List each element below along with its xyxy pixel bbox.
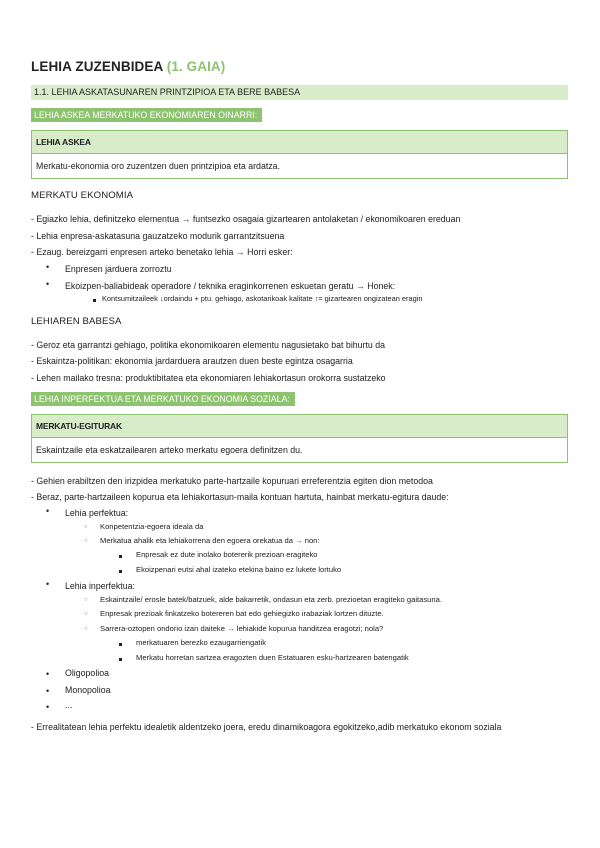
bullet-dot: • (46, 279, 50, 289)
sub-sub-bullet-item: Merkatu horretan sartzea eragozten duen Estatuaren esku-hartzearen batengatik (136, 653, 409, 662)
text-line: - Geroz eta garrantzi gehiago, politika ekonomikoaren elementu nagusietako bat bihurtu da (31, 340, 386, 350)
text-line: - Eskaintza-politikan: ekonomia jardarduera arautzen duen beste egintza osagarria (31, 356, 353, 366)
sub-bullet-item: Merkatua ahalik eta lehiakorrena den egoera orekatua da → non: (100, 536, 320, 545)
title-main: LEHIA ZUZENBIDEA (31, 59, 163, 74)
bullet-square (119, 658, 122, 661)
sub-sub-bullet-item: Ekoizpenari eutsi ahal izateko etekina baino ez lukete lortuko (136, 565, 342, 574)
sub-sub-bullet-item: Enpresak ez dute inolako botererik prezioan eragiteko (136, 550, 318, 559)
text-line: - Beraz, parte-hartzaileen kopurua eta lehiakortasun-maila kontuan hartuta, hainbat merkatu-egitura daude: (31, 492, 449, 502)
bullet-circle: ○ (84, 611, 88, 617)
section-label-lehia-inperfektua: LEHIA INPERFEKTUA ETA MERKATUKO EKONOMIA SOZIALA: (31, 392, 295, 406)
bullet-dot: • (46, 686, 50, 696)
bullet-square (119, 555, 122, 558)
bullet-item: Ekoizpen-baliabideak operadore / teknika eraginkorrenen eskuetan geratu → Honek: (65, 281, 396, 291)
text-line: - Lehia enpresa-askatasuna gauzatzeko modurik garrantzitsuena (31, 231, 285, 241)
definition-box-merkatu-egiturak (31, 414, 568, 463)
bullet-ellipsis: ... (65, 700, 73, 710)
bullet-lehia-perfektua: Lehia perfektua: (65, 508, 129, 518)
definition-box-head: LEHIA ASKEA (32, 131, 567, 154)
bullet-dot: • (46, 262, 50, 272)
sub-sub-bullet-item: merkatuaren berezko ezaugarriengatik (136, 638, 267, 647)
sub-bullet-item: Enpresak prezioak finkatzeko botereren bat edo gehiegizko irabaziak lortzen dituzte. (100, 609, 384, 618)
bullet-dot: • (46, 579, 50, 589)
bullet-dot: • (46, 506, 50, 516)
definition-box-head: MERKATU-EGITURAK (32, 415, 567, 438)
title-accent: (1. GAIA) (166, 59, 226, 74)
text-line: - Egiazko lehia, definitzeko elementua → funtsezko osagaia gizartearen antolaketan / ekonomikoaren ereduan (31, 214, 461, 224)
sub-bullet-item: Kontsumitzaileek ↓ordaindu + ptu. gehiago, askotarikoak kalitate ↑= gizartearen ongizatean eragin (102, 294, 423, 303)
sub-bullet-item: Sarrera-oztopen ondorio izan daiteke → lehiakide kopurua handitzea eragotzi; nola? (100, 624, 384, 633)
bullet-circle: ○ (84, 524, 88, 530)
bullet-circle: ○ (84, 538, 88, 544)
bullet-circle: ○ (84, 597, 88, 603)
heading-merkatu-ekonomia: MERKATU EKONOMIA (31, 190, 134, 201)
definition-box-body: Eskaintzaile eta eskatzailearen arteko merkatu egoera definitzen du. (36, 445, 303, 455)
page-title (31, 59, 225, 74)
bullet-monopolioa: Monopolioa (65, 685, 111, 695)
bullet-dot: • (46, 669, 50, 679)
definition-box-lehia-askea (31, 130, 568, 179)
bullet-dot: • (46, 702, 50, 712)
bullet-square (93, 299, 96, 302)
sub-bullet-item: Konpetentzia-egoera ideala da (100, 522, 204, 531)
definition-box-body: Merkatu-ekonomia oro zuzentzen duen printzipioa eta ardatza. (36, 161, 281, 171)
section-subheading: 1.1. LEHIA ASKATASUNAREN PRINTZIPIOA ETA BERE BABESA (31, 85, 568, 100)
text-line: - Gehien erabiltzen den irizpidea merkatuko parte-hartzaile kopuruari erreferentzia egiten dion metodoa (31, 476, 433, 486)
bullet-circle: ○ (84, 626, 88, 632)
sub-bullet-item: Eskaintzaile/ erosle batek/batzuek, alde bakarretik, ondasun eta zerb. prezioetan eragiteko gaitasuna. (100, 595, 442, 604)
heading-lehiaren-babesa: LEHIAREN BABESA (31, 316, 122, 327)
text-line: - Ezaug. bereizgarri enpresen arteko benetako lehia → Horri esker: (31, 247, 293, 257)
bullet-square (119, 570, 122, 573)
bullet-item: Enpresen jarduera zorroztu (65, 264, 172, 274)
text-line-final: - Errealitatean lehia perfektu idealetik aldentzeko joera, eredu dinamikoagora egokitzeko,adib merkatuko ekonom soziala (31, 722, 502, 732)
bullet-oligopolioa: Oligopolioa (65, 668, 110, 678)
bullet-square (119, 643, 122, 646)
text-line: - Lehen mailako tresna: produktibitatea eta ekonomiaren lehiakortasun orokorra sustatzeko (31, 373, 386, 383)
bullet-lehia-inperfektua: Lehia inperfektua: (65, 581, 135, 591)
section-label-lehia-askea: LEHIA ASKEA MERKATUKO EKONOMIAREN OINARRI: (31, 108, 262, 122)
